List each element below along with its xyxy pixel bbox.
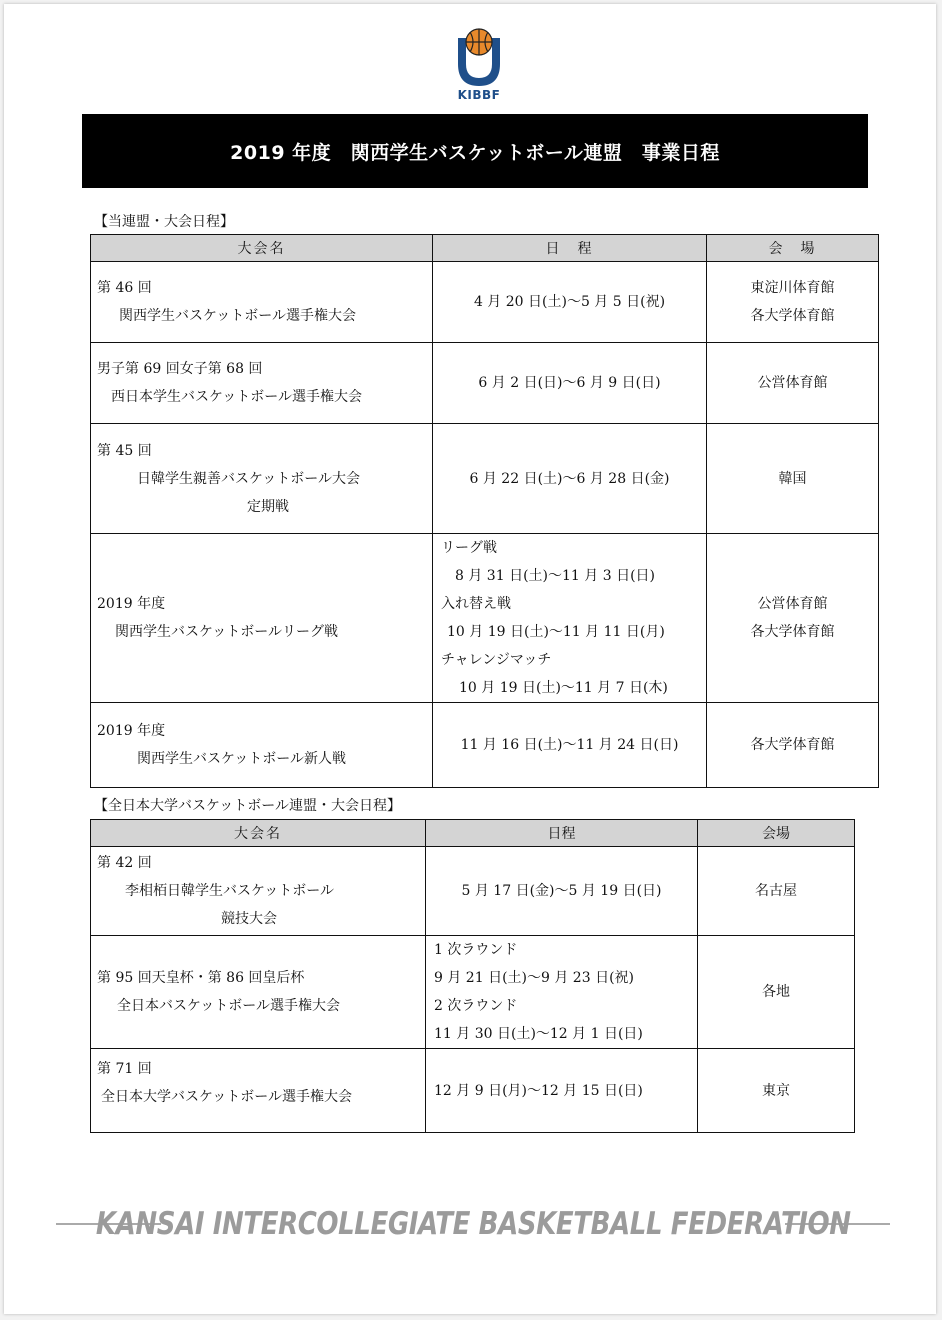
schedule-cell: 5 月 17 日(金)～5 月 19 日(日) bbox=[426, 847, 698, 936]
table-row bbox=[91, 847, 855, 936]
tournament-name-cell: 第 45 回 日韓学生親善バスケットボール大会 定期戦 bbox=[91, 424, 433, 534]
header-tournament-name: 大会名 bbox=[91, 235, 433, 262]
tournament-name-cell: 2019 年度 関西学生バスケットボール新人戦 bbox=[91, 703, 433, 788]
tournament-name-cell: 男子第 69 回女子第 68 回 西日本学生バスケットボール選手権大会 bbox=[91, 343, 433, 424]
table-row bbox=[91, 424, 879, 534]
header-schedule: 日程 bbox=[426, 820, 698, 847]
venue-cell: 名古屋 bbox=[698, 847, 855, 936]
venue-cell: 韓国 bbox=[707, 424, 879, 534]
venue-cell: 各大学体育館 bbox=[707, 703, 879, 788]
table-row bbox=[91, 343, 879, 424]
tournament-name-cell: 第 42 回 李相栢日韓学生バスケットボール 競技大会 bbox=[91, 847, 426, 936]
venue-cell: 各地 bbox=[698, 936, 855, 1049]
header-tournament-name: 大会名 bbox=[91, 820, 426, 847]
tournament-name-cell: 2019 年度 関西学生バスケットボールリーグ戦 bbox=[91, 534, 433, 703]
venue-cell: 公営体育館 各大学体育館 bbox=[707, 534, 879, 703]
section-label-kansai: 【当連盟・大会日程】 bbox=[94, 214, 234, 230]
schedule-cell: 6 月 22 日(土)～6 月 28 日(金) bbox=[433, 424, 707, 534]
table-header-row bbox=[91, 820, 855, 847]
tournament-name-cell: 第 71 回 全日本大学バスケットボール選手権大会 bbox=[91, 1049, 426, 1133]
tournament-name-cell: 第 46 回 関西学生バスケットボール選手権大会 bbox=[91, 262, 433, 343]
schedule-cell: 4 月 20 日(土)～5 月 5 日(祝) bbox=[433, 262, 707, 343]
document-page bbox=[4, 4, 936, 1314]
logo-text: KIBBF bbox=[457, 88, 501, 102]
schedule-cell: 6 月 2 日(日)～6 月 9 日(日) bbox=[433, 343, 707, 424]
header-schedule: 日 程 bbox=[433, 235, 707, 262]
all-japan-schedule-table bbox=[90, 819, 855, 1133]
header-venue: 会 場 bbox=[707, 235, 879, 262]
table-row bbox=[91, 936, 855, 1049]
venue-cell: 公営体育館 bbox=[707, 343, 879, 424]
tournament-name-cell: 第 95 回天皇杯・第 86 回皇后杯 全日本バスケットボール選手権大会 bbox=[91, 936, 426, 1049]
kibbf-logo bbox=[444, 24, 514, 108]
page-title: 2019 年度 関西学生バスケットボール連盟 事業日程 bbox=[82, 114, 868, 188]
table-header-row bbox=[91, 235, 879, 262]
basketball-logo-icon bbox=[444, 24, 514, 90]
venue-cell: 東淀川体育館 各大学体育館 bbox=[707, 262, 879, 343]
table-row bbox=[91, 1049, 855, 1133]
schedule-cell: 1 次ラウンド 9 月 21 日(土)～9 月 23 日(祝) 2 次ラウンド 11 月 30 日(土)～12 月 1 日(日) bbox=[426, 936, 698, 1049]
schedule-cell: 11 月 16 日(土)～11 月 24 日(日) bbox=[433, 703, 707, 788]
schedule-cell: リーグ戦 8 月 31 日(土)～11 月 3 日(日) 入れ替え戦 10 月 19 日(土)～11 月 11 日(月) チャレンジマッチ 10 月 19 日(土)～11 月 7 日(木) bbox=[433, 534, 707, 703]
table-row bbox=[91, 703, 879, 788]
footer-federation-name: KANSAI INTERCOLLEGIATE BASKETBALL FEDERATION bbox=[95, 1206, 851, 1242]
section-label-all-japan: 【全日本大学バスケットボール連盟・大会日程】 bbox=[94, 798, 402, 814]
schedule-cell: 12 月 9 日(月)～12 月 15 日(日) bbox=[426, 1049, 698, 1133]
kansai-schedule-table bbox=[90, 234, 879, 788]
table-row bbox=[91, 534, 879, 703]
table-row bbox=[91, 262, 879, 343]
venue-cell: 東京 bbox=[698, 1049, 855, 1133]
footer-banner bbox=[56, 1199, 890, 1249]
header-venue: 会場 bbox=[698, 820, 855, 847]
